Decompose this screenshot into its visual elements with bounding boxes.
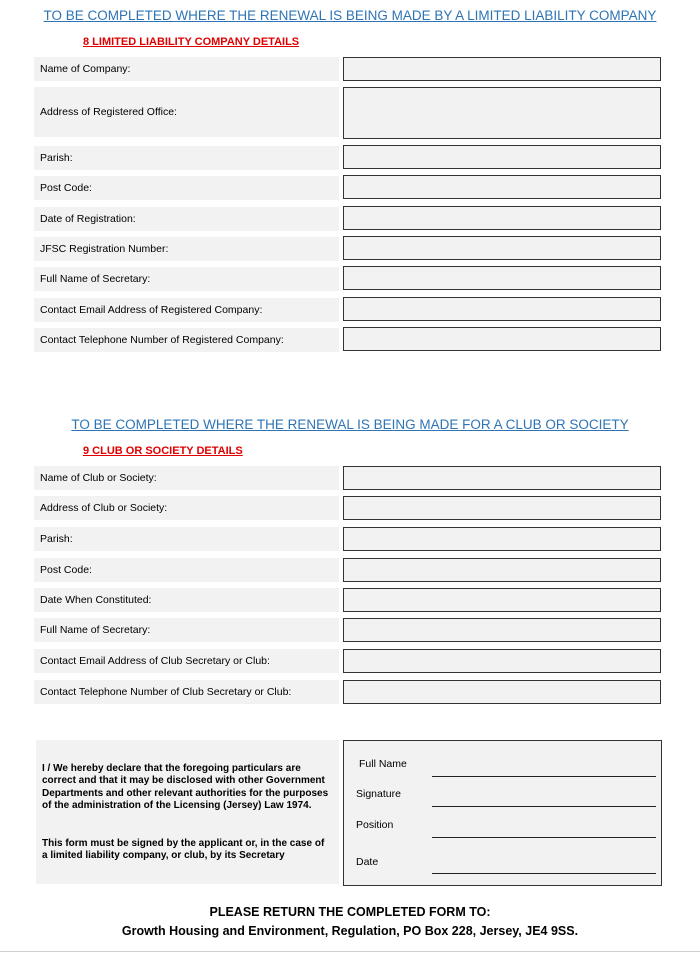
company-parish-input[interactable] <box>343 145 661 169</box>
date-constituted-input[interactable] <box>343 588 661 612</box>
return-address: Growth Housing and Environment, Regulation, PO Box 228, Jersey, JE4 9SS. <box>121 924 579 938</box>
club-address-input[interactable] <box>343 496 661 520</box>
club-email-input[interactable] <box>343 649 661 673</box>
date-label: Date <box>356 856 379 868</box>
club-section-heading: TO BE COMPLETED WHERE THE RENEWAL IS BEING MADE FOR A CLUB OR SOCIETY <box>71 417 629 432</box>
registered-office-address-input[interactable] <box>343 87 661 139</box>
company-parish-label: Parish: <box>34 146 339 170</box>
club-email-label: Contact Email Address of Club Secretary or Club: <box>34 649 339 673</box>
company-secretary-name-input[interactable] <box>343 266 661 290</box>
club-secretary-name-label: Full Name of Secretary: <box>34 618 339 642</box>
declaration-text: I / We hereby declare that the foregoing particulars are correct and that it may be disclosed with other Government Departments and other relevant authorities for the purposes of the administration of the Licensing (Jersey) Law 1974. <box>42 763 329 811</box>
return-instruction: PLEASE RETURN THE COMPLETED FORM TO: <box>209 905 491 919</box>
signing-instruction: This form must be signed by the applicant or, in the case of a limited liability company, or club, by its Secretary <box>42 838 325 862</box>
club-telephone-input[interactable] <box>343 680 661 704</box>
company-email-label: Contact Email Address of Registered Company: <box>34 298 339 322</box>
club-secretary-name-input[interactable] <box>343 618 661 642</box>
company-telephone-label: Contact Telephone Number of Registered Company: <box>34 328 339 352</box>
club-name-input[interactable] <box>343 466 661 490</box>
club-telephone-label: Contact Telephone Number of Club Secretary or Club: <box>34 680 339 704</box>
company-post-code-input[interactable] <box>343 175 661 199</box>
club-post-code-label: Post Code: <box>34 558 339 582</box>
company-section-subheading: 8 LIMITED LIABILITY COMPANY DETAILS <box>83 36 300 48</box>
company-name-label: Name of Company: <box>34 57 339 81</box>
club-parish-label: Parish: <box>34 527 339 551</box>
date-constituted-label: Date When Constituted: <box>34 588 339 612</box>
jfsc-registration-number-label: JFSC Registration Number: <box>34 237 339 261</box>
club-parish-input[interactable] <box>343 527 661 551</box>
club-name-label: Name of Club or Society: <box>34 466 339 490</box>
club-section-subheading: 9 CLUB OR SOCIETY DETAILS <box>83 445 243 457</box>
registration-date-input[interactable] <box>343 206 661 230</box>
registered-office-address-label: Address of Registered Office: <box>34 87 339 137</box>
club-address-label: Address of Club or Society: <box>34 496 339 520</box>
company-secretary-name-label: Full Name of Secretary: <box>34 267 339 291</box>
date-line[interactable] <box>432 873 656 874</box>
position-line[interactable] <box>432 837 656 838</box>
full-name-line[interactable] <box>432 776 656 777</box>
company-section-heading: TO BE COMPLETED WHERE THE RENEWAL IS BEING MADE BY A LIMITED LIABILITY COMPANY <box>43 8 657 23</box>
company-telephone-input[interactable] <box>343 327 661 351</box>
signature-label: Signature <box>356 788 401 800</box>
position-label: Position <box>356 819 394 831</box>
full-name-label: Full Name <box>359 758 407 770</box>
registration-date-label: Date of Registration: <box>34 207 339 231</box>
club-post-code-input[interactable] <box>343 558 661 582</box>
company-email-input[interactable] <box>343 297 661 321</box>
company-post-code-label: Post Code: <box>34 176 339 200</box>
signature-line[interactable] <box>432 806 656 807</box>
jfsc-registration-number-input[interactable] <box>343 236 661 260</box>
company-name-input[interactable] <box>343 57 661 81</box>
page-bottom-rule <box>0 951 700 952</box>
